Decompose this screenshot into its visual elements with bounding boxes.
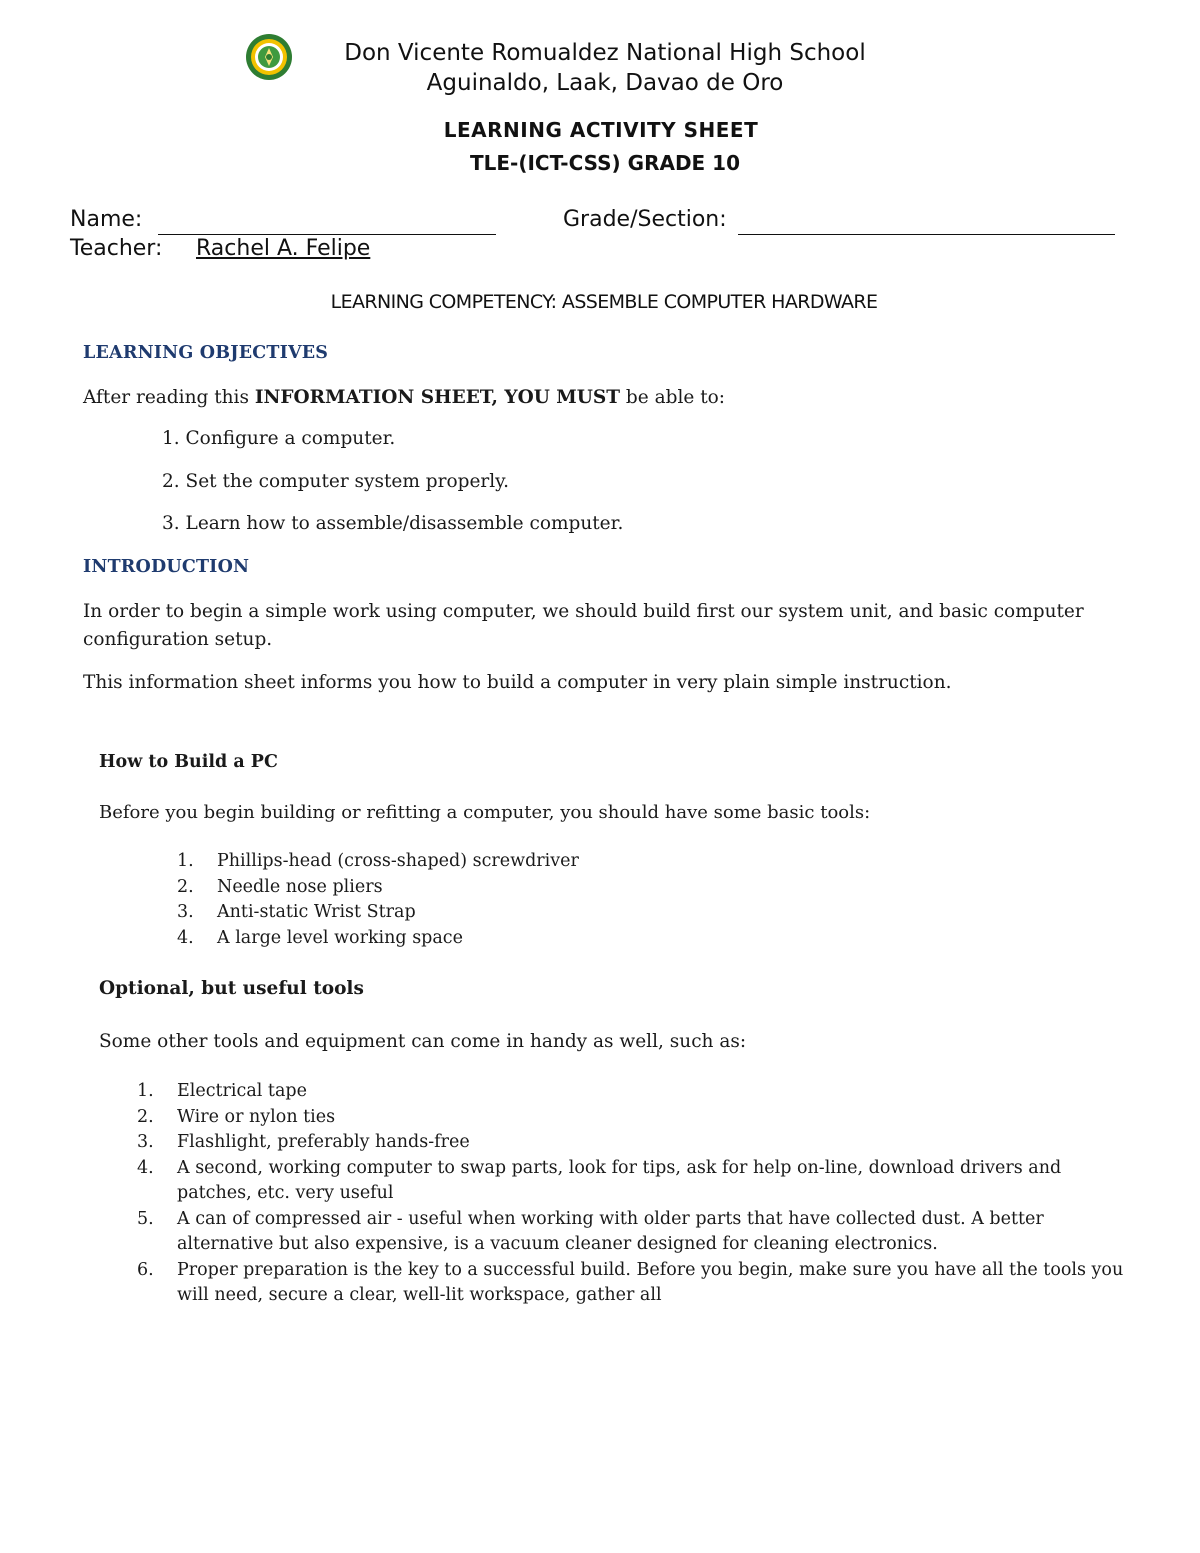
list-number: 1. — [137, 1081, 154, 1101]
build-heading: How to Build a PC — [99, 752, 278, 772]
grade-section-label: Grade/Section: — [563, 207, 727, 232]
list-number: 6. — [137, 1259, 154, 1280]
objectives-intro — [83, 384, 725, 412]
list-item — [137, 1258, 1127, 1309]
optional-tools-list — [137, 1079, 1127, 1309]
list-text: Phillips-head (cross-shaped) screwdriver — [217, 851, 579, 871]
list-number: 2. — [137, 1106, 154, 1127]
list-number: 1. — [177, 851, 194, 871]
list-item — [137, 1079, 1127, 1105]
list-text: Wire or nylon ties — [177, 1106, 336, 1127]
objectives-intro-bold: INFORMATION SHEET, YOU MUST — [254, 387, 621, 408]
objectives-heading: LEARNING OBJECTIVES — [83, 343, 329, 363]
list-item — [177, 849, 877, 875]
list-item — [177, 926, 877, 952]
teacher-name: Rachel A. Felipe — [196, 236, 371, 261]
list-text: Flashlight, preferably hands-free — [177, 1132, 470, 1152]
list-item — [137, 1105, 1127, 1131]
optional-tools-intro: Some other tools and equipment can come in handy as well, such as: — [99, 1031, 747, 1052]
name-label: Name: — [70, 207, 143, 232]
objective-item: 3. Learn how to assemble/disassemble computer. — [162, 513, 624, 534]
sheet-subtitle: TLE-(ICT-CSS) GRADE 10 — [469, 151, 741, 175]
objective-item: 1. Configure a computer. — [162, 428, 396, 449]
list-text: A large level working space — [217, 927, 463, 948]
objective-item: 2. Set the computer system properly. — [162, 471, 510, 492]
list-text: Needle nose pliers — [217, 876, 383, 897]
list-number: 4. — [177, 927, 194, 948]
list-item — [177, 875, 877, 901]
school-address: Aguinaldo, Laak, Davao de Oro — [426, 70, 784, 96]
list-number: 3. — [177, 902, 194, 922]
list-item — [137, 1207, 1127, 1258]
introduction-paragraph: In order to begin a simple work using computer, we should build first our system unit, and basic computer configuration setup. — [83, 601, 1084, 650]
sheet-title: LEARNING ACTIVITY SHEET — [443, 118, 759, 142]
objectives-intro-pre: After reading this — [83, 387, 255, 408]
introduction-paragraph: This information sheet informs you how to build a computer in very plain simple instruction. — [83, 672, 952, 693]
list-number: 2. — [177, 876, 194, 897]
tools-list — [177, 849, 877, 951]
learning-competency: LEARNING COMPETENCY: ASSEMBLE COMPUTER HARDWARE — [330, 291, 878, 313]
optional-tools-heading: Optional, but useful tools — [99, 978, 364, 999]
introduction-heading: INTRODUCTION — [83, 557, 250, 577]
list-number: 5. — [137, 1208, 154, 1229]
grade-section-blank-line[interactable] — [738, 210, 1115, 235]
list-text: Proper preparation is the key to a successful build. Before you begin, make sure you have all the tools you will need, secure a clear, well-lit workspace, gather all — [177, 1259, 1124, 1305]
objectives-intro-post: be able to: — [620, 387, 726, 408]
list-item — [177, 900, 877, 926]
list-text: A can of compressed air - useful when working with older parts that have collected dust. A better alternative but also expensive, is a vacuum cleaner designed for cleaning electronics. — [177, 1208, 1044, 1254]
list-text: A second, working computer to swap parts, look for tips, ask for help on-line, download drivers and patches, etc. very useful — [177, 1157, 1062, 1203]
list-number: 3. — [137, 1132, 154, 1152]
list-number: 4. — [137, 1157, 154, 1178]
teacher-label: Teacher: — [70, 236, 163, 261]
list-item — [137, 1130, 1127, 1156]
list-text: Electrical tape — [177, 1081, 307, 1101]
build-intro: Before you begin building or refitting a computer, you should have some basic tools: — [99, 802, 871, 823]
list-text: Anti-static Wrist Strap — [217, 902, 416, 922]
list-item — [137, 1156, 1127, 1207]
school-name: Don Vicente Romualdez National High School — [344, 40, 866, 66]
name-blank-line[interactable] — [158, 210, 496, 235]
